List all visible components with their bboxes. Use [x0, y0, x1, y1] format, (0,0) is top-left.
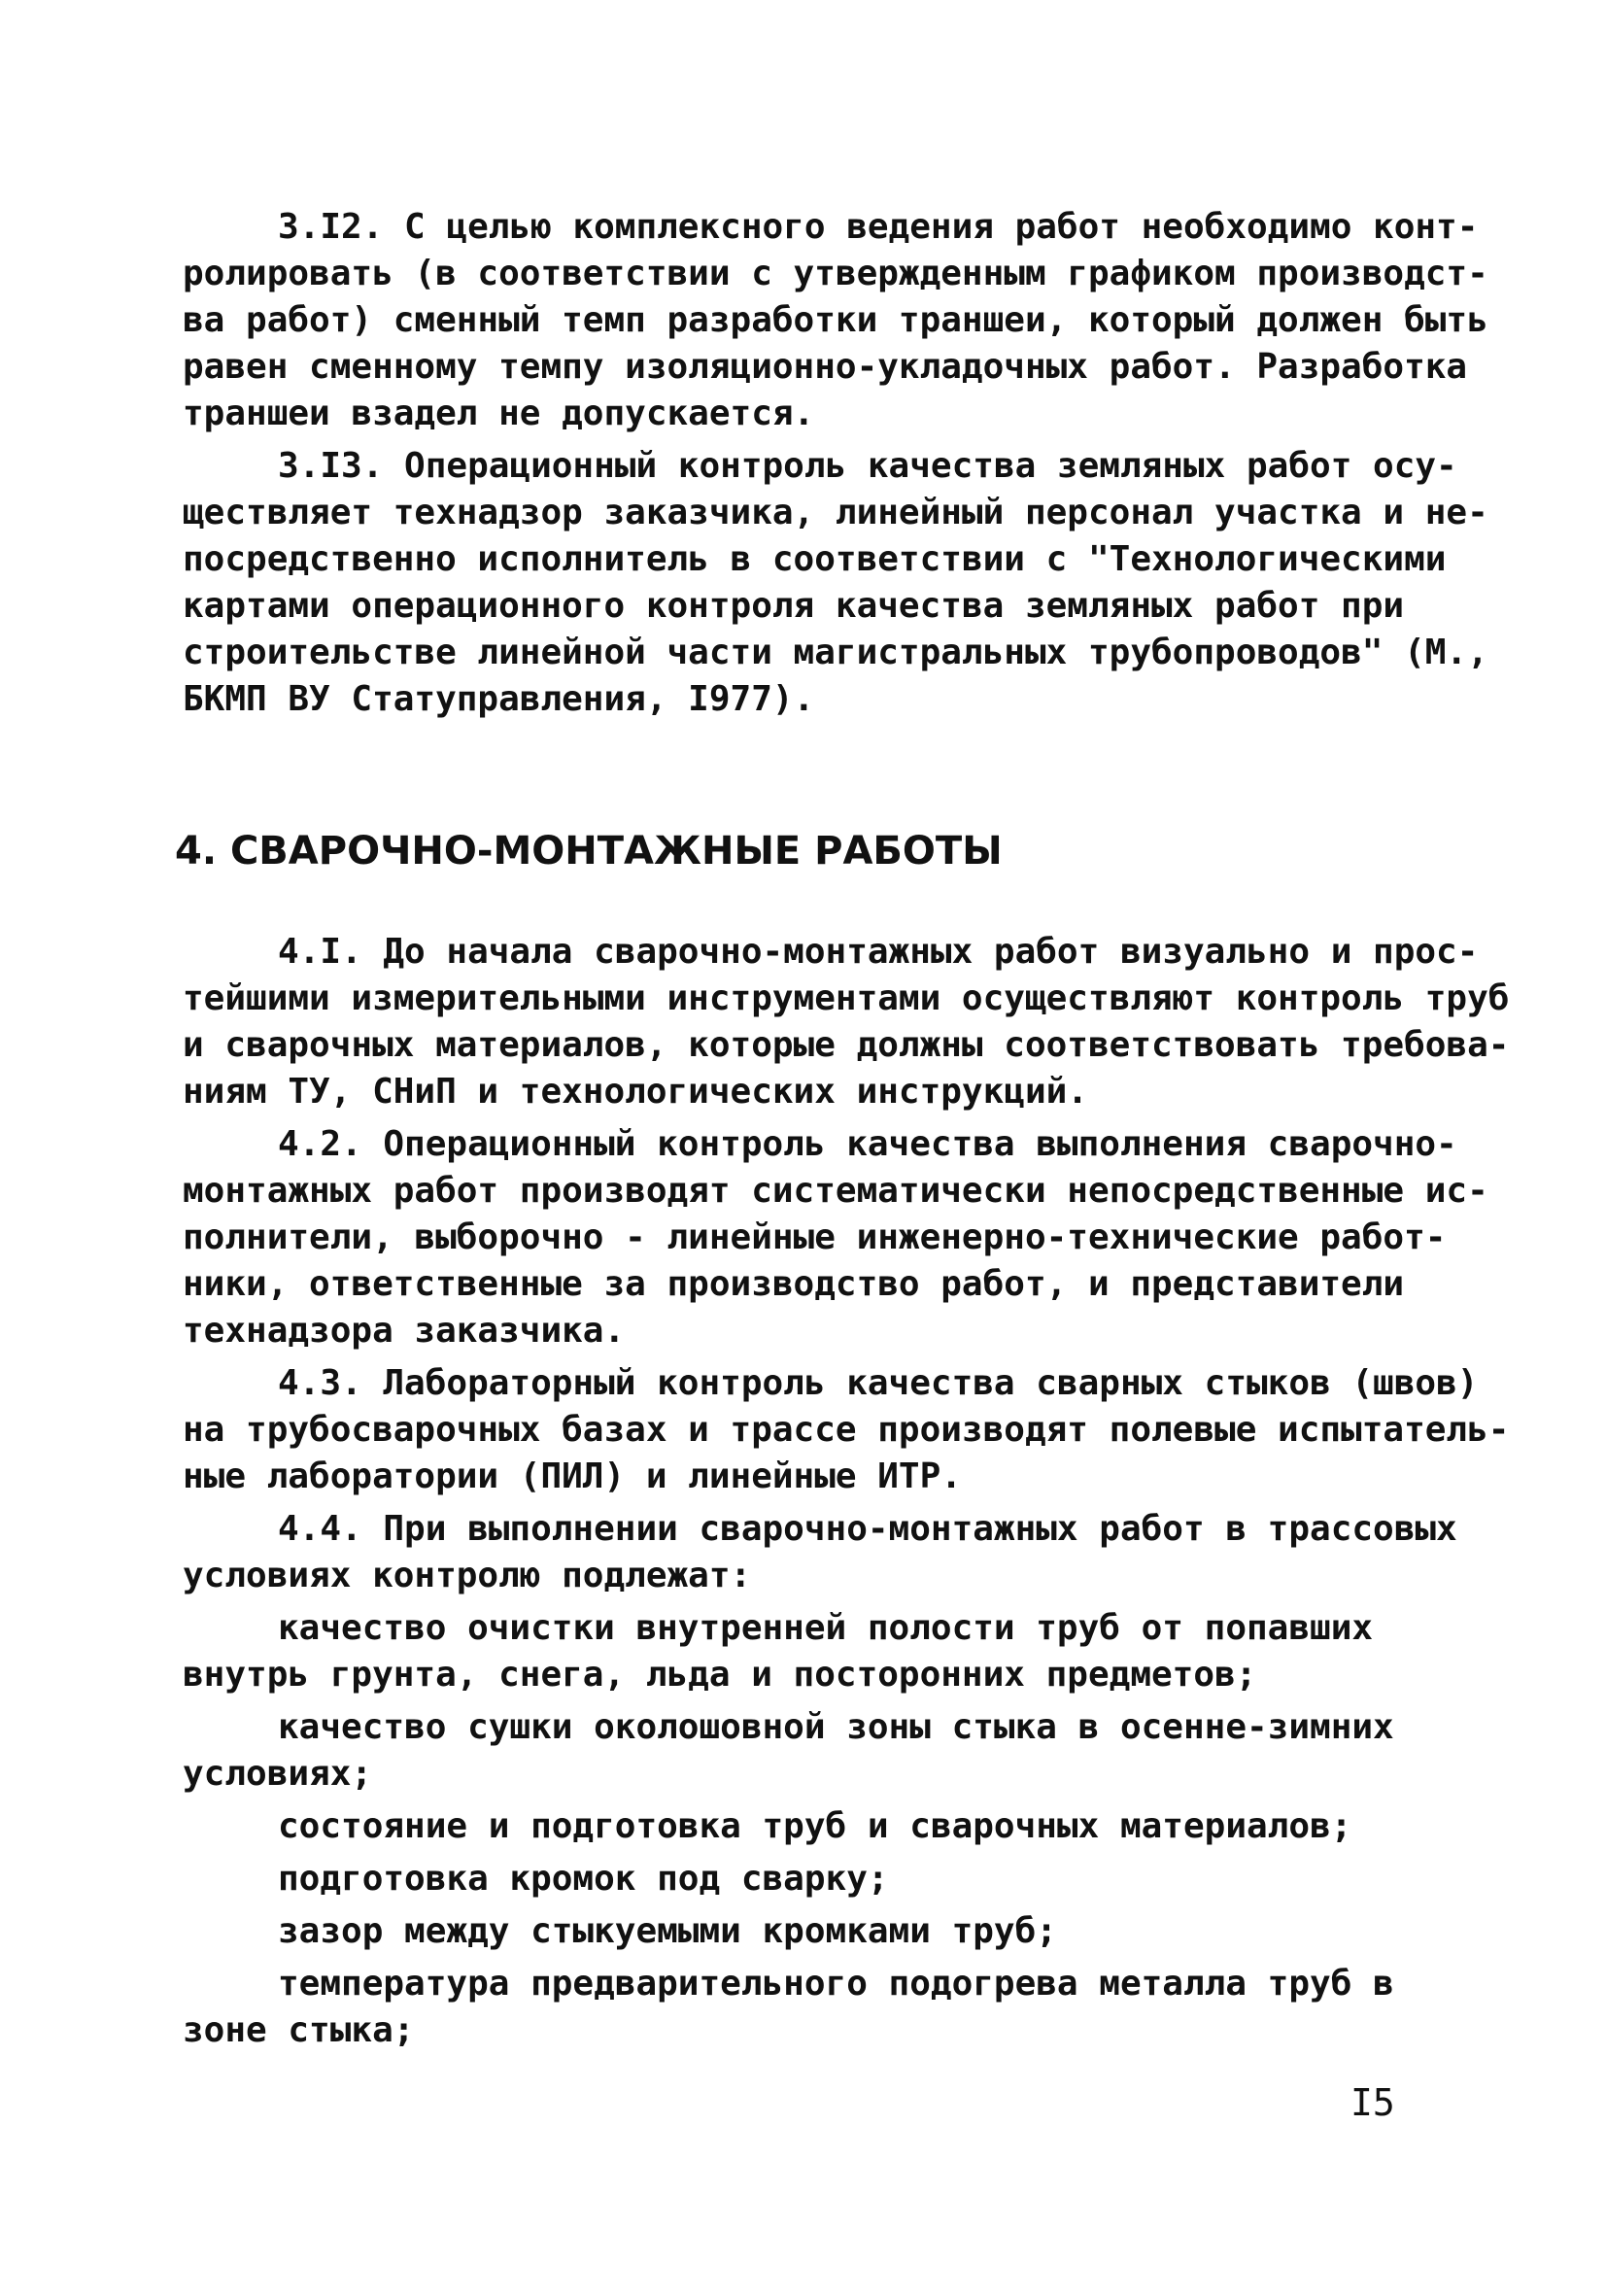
paragraph-4-3-line-3: ные лаборатории (ПИЛ) и линейные ИТР. — [183, 1456, 962, 1496]
paragraph-3-13-line-2: ществляет технадзор заказчика, линейный персонал участка и не- — [183, 493, 1488, 532]
paragraph-4-3-line-2: на трубосварочных базах и трассе производят полевые испытатель- — [183, 1410, 1510, 1450]
section-heading: 4. СВАРОЧНО-МОНТАЖНЫЕ РАБОТЫ — [175, 829, 1003, 874]
list-item-line: зоне стыка; — [183, 2010, 415, 2050]
paragraph-4-3-line-1: 4.3. Лабораторный контроль качества сварных стыков (швов) — [278, 1363, 1479, 1403]
paragraph-4-1-line-4: ниям ТУ, СНиП и технологических инструкций. — [183, 1072, 1088, 1112]
paragraph-3-13-line-6: БКМП ВУ Статуправления, I977). — [183, 679, 815, 719]
paragraph-3-13-line-3: посредственно исполнитель в соответствии с "Технологическими — [183, 539, 1447, 579]
paragraph-3-13-line-1: 3.I3. Операционный контроль качества земляных работ осу- — [278, 446, 1457, 486]
paragraph-4-1-line-3: и сварочных материалов, которые должны соответствовать требова- — [183, 1025, 1510, 1065]
paragraph-4-2-line-4: ники, ответственные за производство работ, и представители — [183, 1264, 1405, 1304]
paragraph-3-13-line-5: строительстве линейной части магистральных трубопроводов" (М., — [183, 633, 1488, 672]
paragraph-4-4-line-1: 4.4. При выполнении сварочно-монтажных работ в трассовых — [278, 1509, 1457, 1549]
paragraph-3-12-line-1: 3.I2. С целью комплексного ведения работ необходимо конт- — [278, 207, 1479, 247]
paragraph-3-12-line-4: равен сменному темпу изоляционно-укладочных работ. Разработка — [183, 347, 1468, 387]
paragraph-3-12-line-2: ролировать (в соответствии с утвержденным графиком производст- — [183, 254, 1488, 293]
list-item-line: условиях; — [183, 1754, 373, 1794]
list-item-line: зазор между стыкуемыми кромками труб; — [278, 1911, 1057, 1951]
paragraph-3-13-line-4: картами операционного контроля качества земляных работ при — [183, 586, 1405, 626]
list-item-line: внутрь грунта, снега, льда и посторонних предметов; — [183, 1655, 1257, 1695]
list-item-line: качество очистки внутренней полости труб от попавших — [278, 1608, 1374, 1648]
paragraph-3-12-line-3: ва работ) сменный темп разработки траншеи, который должен быть — [183, 300, 1488, 340]
list-item-line: качество сушки околошовной зоны стыка в осенне-зимних — [278, 1707, 1394, 1747]
paragraph-4-1-line-1: 4.I. До начала сварочно-монтажных работ визуально и прос- — [278, 932, 1479, 972]
list-item-line: подготовка кромок под сварку; — [278, 1859, 889, 1899]
page-number: I5 — [1350, 2081, 1395, 2124]
paragraph-4-1-line-2: тейшими измерительными инструментами осуществляют контроль труб — [183, 978, 1510, 1018]
paragraph-4-2-line-5: технадзора заказчика. — [183, 1311, 626, 1351]
paragraph-4-2-line-3: полнители, выборочно - линейные инженерно-технические работ- — [183, 1217, 1447, 1257]
list-item-line: температура предварительного подогрева металла труб в — [278, 1964, 1394, 2004]
list-item-line: состояние и подготовка труб и сварочных материалов; — [278, 1806, 1352, 1846]
paragraph-3-12-line-5: траншеи взадел не допускается. — [183, 394, 815, 433]
paragraph-4-2-line-2: монтажных работ производят систематически непосредственные ис- — [183, 1171, 1488, 1211]
paragraph-4-4-line-2: условиях контролю подлежат: — [183, 1556, 752, 1595]
paragraph-4-2-line-1: 4.2. Операционный контроль качества выполнения сварочно- — [278, 1124, 1457, 1164]
